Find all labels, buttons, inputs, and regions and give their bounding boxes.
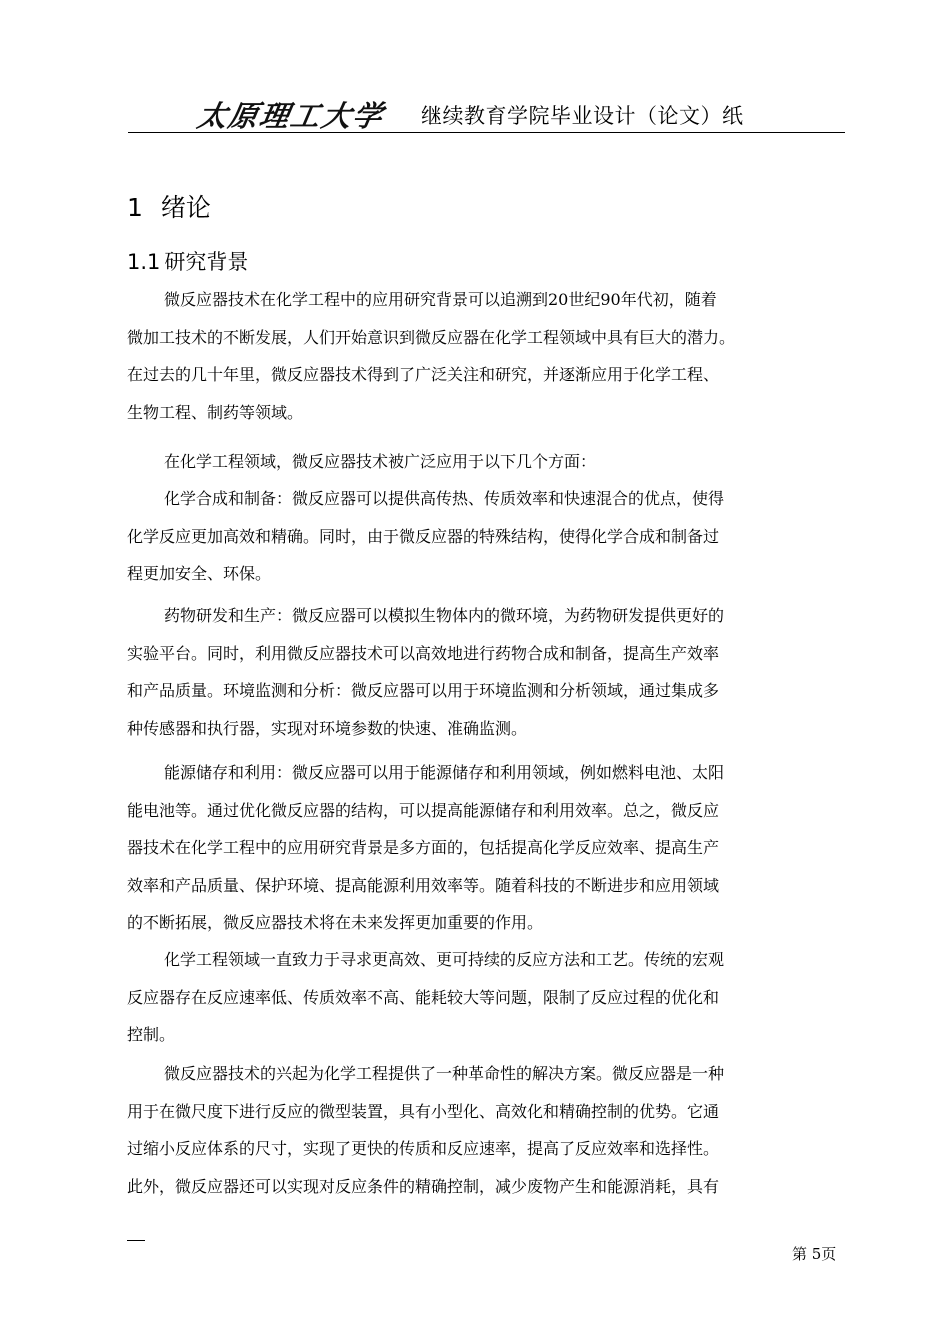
text-line: 和产品质量。环境监测和分析：微反应器可以用于环境监测和分析领域，通过集成多 (127, 681, 720, 700)
text-line: 在化学工程领域，微反应器技术被广泛应用于以下几个方面： (164, 452, 597, 471)
text-line: 能源储存和利用：微反应器可以用于能源储存和利用领域，例如燃料电池、太阳 (164, 763, 725, 782)
text-line: 药物研发和生产：微反应器可以模拟生物体内的微环境，为药物研发提供更好的 (164, 606, 725, 625)
paragraph (127, 754, 845, 942)
text-line: 化学反应更加高效和精确。同时，由于微反应器的特殊结构，使得化学合成和制备过 (127, 526, 720, 546)
text-line: 控制。 (127, 1025, 176, 1044)
section-number: 1.1 (127, 250, 161, 274)
text-line: 生物工程、制药等领域。 (127, 402, 304, 422)
paragraph (127, 597, 845, 747)
text-line: 效率和产品质量、保护环境、提高能源利用效率等。随着科技的不断进步和应用领域 (127, 875, 720, 895)
text-line: 用于在微尺度下进行反应的微型装置，具有小型化、高效化和精确控制的优势。它通 (127, 1101, 720, 1121)
chapter-heading (127, 188, 211, 224)
text-line: 的不断拓展，微反应器技术将在未来发挥更加重要的作用。 (127, 913, 544, 932)
text-line: 实验平台。同时，利用微反应器技术可以高效地进行药物合成和制备，提高生产效率 (127, 643, 720, 663)
text-line: 微反应器技术的兴起为化学工程提供了一种革命性的解决方案。微反应器是一种 (164, 1064, 725, 1083)
text-line: 种传感器和执行器，实现对环境参数的快速、准确监测。 (127, 718, 528, 738)
text-line: 此外，微反应器还可以实现对反应条件的精确控制，减少废物产生和能源消耗，具有 (127, 1176, 720, 1196)
text-line: 微反应器技术在化学工程中的应用研究背景可以追溯到20世纪90年代初，随着 (164, 290, 717, 309)
paragraph (127, 480, 845, 593)
text-line: 器技术在化学工程中的应用研究背景是多方面的，包括提高化学反应效率、提高生产 (127, 838, 720, 857)
text-line: 反应器存在反应速率低、传质效率不高、能耗较大等问题，限制了反应过程的优化和 (127, 987, 720, 1007)
text-line: 程更加安全、环保。 (127, 564, 272, 583)
text-line: 在过去的几十年里，微反应器技术得到了广泛关注和研究，并逐渐应用于化学工程、 (127, 365, 720, 384)
footer-rule (127, 1240, 145, 1241)
text-line: 过缩小反应体系的尺寸，实现了更快的传质和反应速率，提高了反应效率和选择性。 (127, 1139, 720, 1158)
header-title: 继续教育学院毕业设计（论文）纸 (421, 104, 744, 128)
text-line: 能电池等。通过优化微反应器的结构，可以提高能源储存和利用效率。总之，微反应 (127, 800, 720, 820)
page-number: 第 5页 (792, 1245, 837, 1263)
page-header (128, 92, 845, 133)
chapter-title: 绪论 (160, 193, 211, 222)
section-title: 研究背景 (164, 250, 249, 274)
paragraph (127, 281, 845, 431)
section-heading (127, 246, 248, 276)
chapter-number: 1 (127, 193, 143, 222)
university-logo: 太原理工大学 (194, 99, 387, 133)
text-line: 化学合成和制备：微反应器可以提供高传热、传质效率和快速混合的优点，使得 (164, 489, 725, 508)
paragraph (127, 443, 845, 481)
text-line: 化学工程领域一直致力于寻求更高效、更可持续的反应方法和工艺。传统的宏观 (164, 950, 725, 969)
paragraph (127, 941, 845, 1054)
paragraph (127, 1055, 845, 1205)
text-line: 微加工技术的不断发展，人们开始意识到微反应器在化学工程领域中具有巨大的潜力。 (127, 327, 736, 347)
